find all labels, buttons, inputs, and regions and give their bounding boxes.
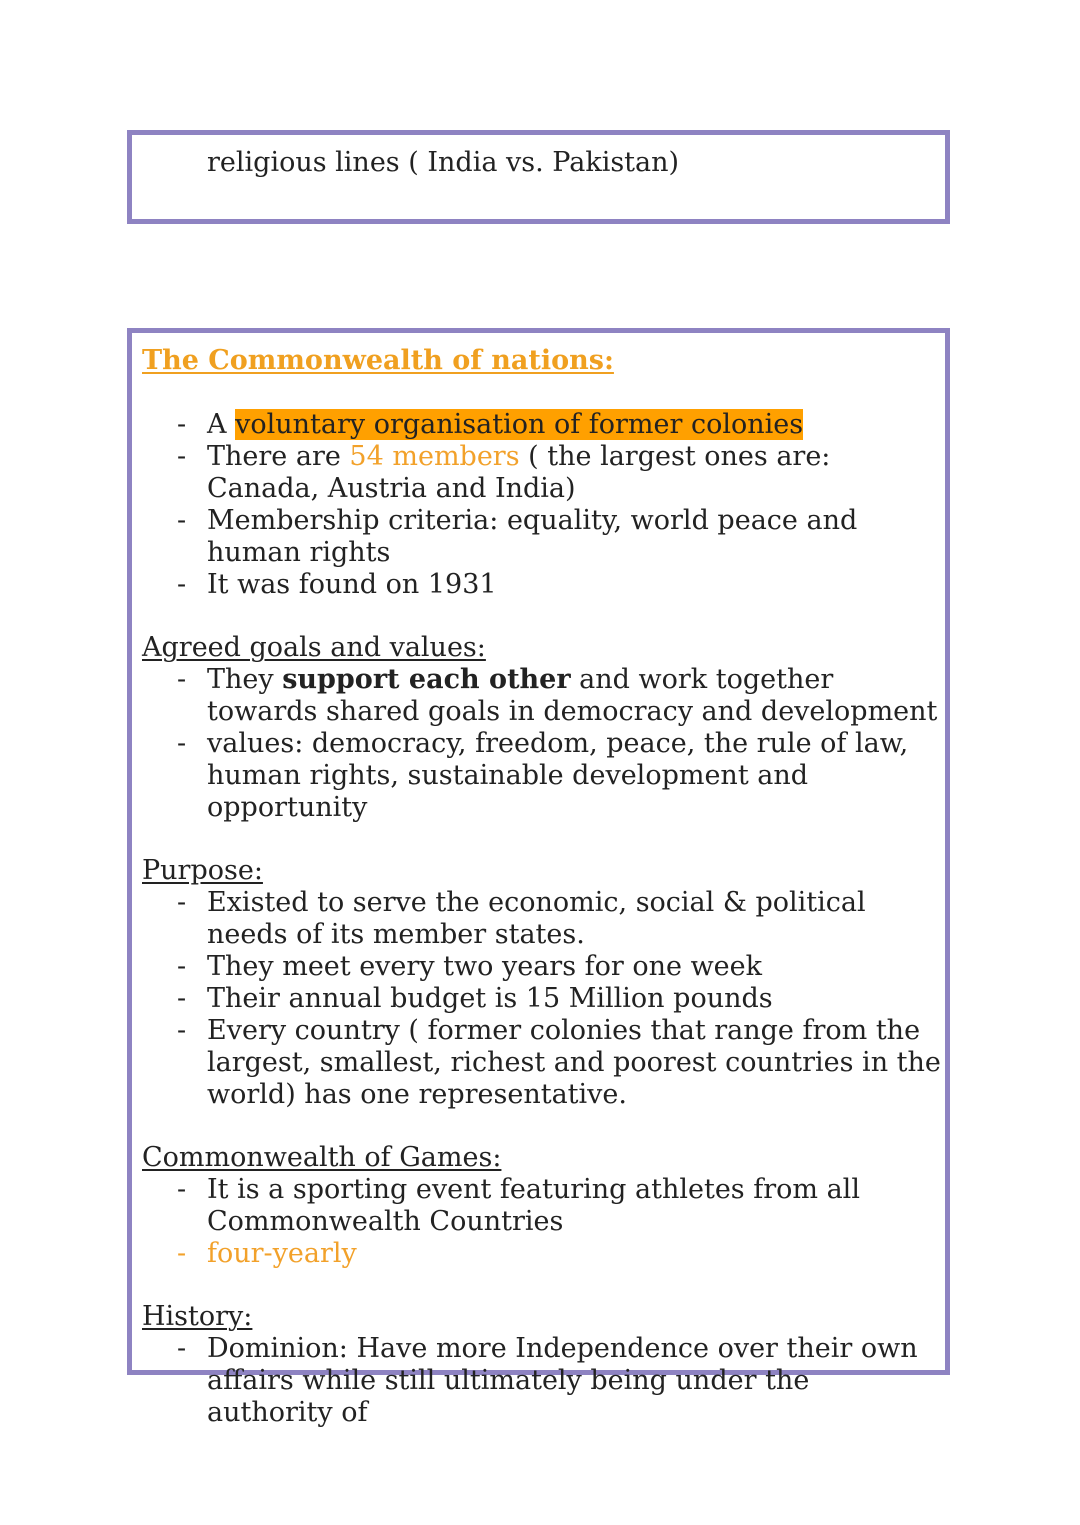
bold-text: support each other [282,664,571,695]
item-text: ( the largest ones are: Canada, Austria and India) [207,441,831,504]
commonwealth-section [142,345,942,601]
list-item: - Their annual budget is 15 Million pounds [142,983,942,1015]
list-item: - It is a sporting event featuring athletes from all Commonwealth Countries [142,1174,942,1238]
section-heading: Agreed goals and values: [142,632,486,663]
section-title: The Commonwealth of nations: [142,345,614,376]
section-heading: Purpose: [142,855,263,886]
list-item: - Existed to serve the economic, social & political needs of its member states. [142,887,942,951]
highlighted-text: voluntary organisation of former colonies [235,409,804,440]
history-section [142,1301,942,1429]
list-item [142,441,942,505]
list-item: - Dominion: Have more Independence over their own affairs while still ultimately being under the authority of [142,1333,942,1429]
history-list [142,1333,942,1429]
list-item [142,664,942,728]
goals-section [142,632,942,824]
list-item [142,728,942,824]
list-item [142,569,942,601]
purpose-list [142,887,942,1111]
list-item [142,409,942,441]
continued-text: religious lines ( India vs. Pakistan) [207,147,680,178]
commonwealth-note-box [127,328,950,1428]
item-text: Membership criteria: equality, world peace and human rights [207,505,858,568]
list-item-accent: - four-yearly [142,1238,942,1270]
item-text: values: democracy, freedom, peace, the rule of law, human rights, sustainable development and opportunity [207,728,909,823]
games-section [142,1142,942,1270]
item-text: There are [207,441,350,472]
goals-list [142,664,942,824]
previous-note-box [127,130,950,224]
item-text: It was found on 1931 [207,569,497,600]
note-content [142,345,942,1460]
purpose-section [142,855,942,1111]
section-heading: Commonwealth of Games: [142,1142,502,1173]
games-list [142,1174,942,1270]
commonwealth-list [142,409,942,601]
accent-text: 54 members [349,441,520,472]
list-item [142,505,942,569]
list-item: - Every country ( former colonies that range from the largest, smallest, richest and poorest countries in the world) has one representative. [142,1015,942,1111]
item-text: A [207,409,236,440]
item-text: They [207,664,283,695]
list-item: - They meet every two years for one week [142,951,942,983]
section-heading: History: [142,1301,253,1332]
item-text: and work together towards shared goals in democracy and development [207,664,938,727]
